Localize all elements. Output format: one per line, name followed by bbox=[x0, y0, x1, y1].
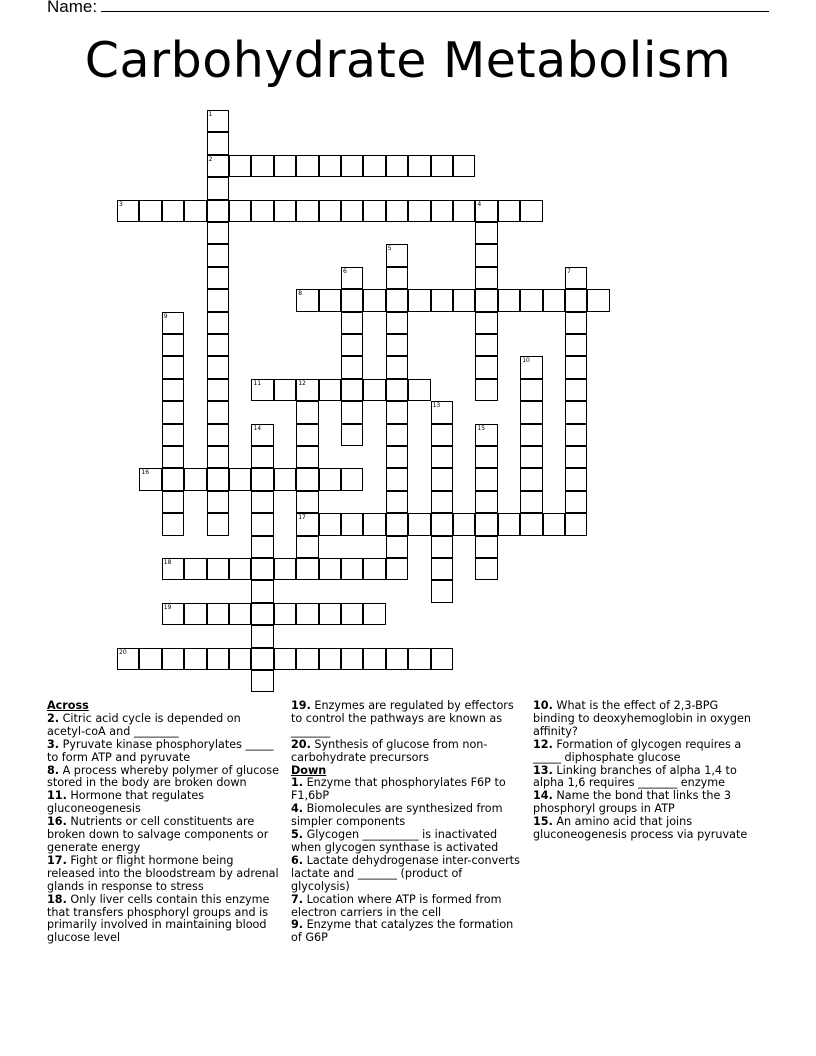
clue-number-label: 17. bbox=[47, 853, 67, 867]
grid-cell[interactable] bbox=[565, 334, 587, 356]
grid-cell[interactable] bbox=[431, 558, 453, 580]
clue-number: 4 bbox=[477, 200, 482, 208]
clue-number: 9 bbox=[163, 312, 168, 320]
grid-cell[interactable] bbox=[520, 424, 542, 446]
grid-cell[interactable] bbox=[408, 289, 430, 311]
grid-cell[interactable] bbox=[251, 603, 273, 625]
clue-column-2 bbox=[291, 700, 521, 945]
grid-cell[interactable] bbox=[520, 379, 542, 401]
grid-cell[interactable] bbox=[475, 200, 497, 222]
grid-cell[interactable] bbox=[431, 155, 453, 177]
grid-cell[interactable] bbox=[117, 648, 139, 670]
grid-cell[interactable] bbox=[274, 155, 296, 177]
clue-number-label: 15. bbox=[533, 815, 553, 829]
grid-cell[interactable] bbox=[162, 334, 184, 356]
grid-cell[interactable] bbox=[475, 536, 497, 558]
across-clue bbox=[291, 700, 521, 739]
clue-number: 11 bbox=[253, 379, 262, 387]
grid-cell[interactable] bbox=[475, 334, 497, 356]
grid-cell[interactable] bbox=[431, 200, 453, 222]
grid-cell[interactable] bbox=[296, 379, 318, 401]
grid-cell[interactable] bbox=[341, 513, 363, 535]
grid-cell[interactable] bbox=[565, 491, 587, 513]
grid-cell[interactable] bbox=[386, 244, 408, 266]
grid-cell[interactable] bbox=[341, 312, 363, 334]
grid-cell[interactable] bbox=[229, 648, 251, 670]
grid-cell[interactable] bbox=[386, 379, 408, 401]
grid-cell[interactable] bbox=[251, 491, 273, 513]
grid-cell[interactable] bbox=[229, 603, 251, 625]
clue-text: Lactate dehydrogenase inter-converts lactate and _______ (product of glycolysis) bbox=[291, 853, 520, 893]
grid-cell[interactable] bbox=[319, 468, 341, 490]
grid-cell[interactable] bbox=[229, 200, 251, 222]
grid-cell[interactable] bbox=[565, 401, 587, 423]
grid-cell[interactable] bbox=[520, 289, 542, 311]
grid-cell[interactable] bbox=[251, 155, 273, 177]
clue-number: 12 bbox=[298, 379, 306, 387]
grid-cell[interactable] bbox=[207, 244, 229, 266]
grid-cell[interactable] bbox=[251, 424, 273, 446]
down-clue bbox=[291, 919, 521, 945]
grid-cell[interactable] bbox=[251, 536, 273, 558]
grid-cell[interactable] bbox=[207, 132, 229, 154]
grid-cell[interactable] bbox=[475, 356, 497, 378]
clue-number: 2 bbox=[208, 155, 213, 163]
clue-text: Linking branches of alpha 1,4 to alpha 1,6 requires _______ enzyme bbox=[533, 763, 737, 790]
grid-cell[interactable] bbox=[363, 155, 385, 177]
grid-cell[interactable] bbox=[386, 312, 408, 334]
grid-cell[interactable] bbox=[296, 558, 318, 580]
clue-text: Citric acid cycle is depended on acetyl-coA and ________ bbox=[47, 711, 241, 738]
grid-cell[interactable] bbox=[475, 222, 497, 244]
clue-number-label: 2. bbox=[47, 711, 60, 725]
grid-cell[interactable] bbox=[475, 244, 497, 266]
down-clue bbox=[533, 765, 763, 791]
grid-cell[interactable] bbox=[386, 289, 408, 311]
grid-cell[interactable] bbox=[162, 603, 184, 625]
grid-cell[interactable] bbox=[184, 468, 206, 490]
clue-number: 16 bbox=[141, 469, 150, 477]
grid-cell[interactable] bbox=[408, 513, 430, 535]
clue-number-label: 1. bbox=[291, 776, 304, 790]
clue-text: Nutrients or cell constituents are broken down to salvage components or generate energy bbox=[47, 815, 269, 854]
grid-cell[interactable] bbox=[207, 334, 229, 356]
grid-cell[interactable] bbox=[296, 491, 318, 513]
grid-cell[interactable] bbox=[162, 558, 184, 580]
grid-cell[interactable] bbox=[162, 379, 184, 401]
clue-number: 14 bbox=[253, 424, 262, 432]
grid-cell[interactable] bbox=[207, 312, 229, 334]
clue-text: Fight or flight hormone being released into the bloodstream by adrenal glands in response to stress bbox=[47, 853, 279, 893]
grid-cell[interactable] bbox=[453, 155, 475, 177]
grid-cell[interactable] bbox=[319, 200, 341, 222]
grid-cell[interactable] bbox=[251, 625, 273, 647]
clue-text: Synthesis of glucose from non-carbohydrate precursors bbox=[291, 737, 488, 764]
grid-cell[interactable] bbox=[386, 267, 408, 289]
grid-cell[interactable] bbox=[296, 536, 318, 558]
clue-number: 10 bbox=[522, 357, 530, 365]
clue-number: 15 bbox=[477, 424, 486, 432]
grid-cell[interactable] bbox=[229, 155, 251, 177]
clue-text: A process whereby polymer of glucose stored in the body are broken down bbox=[47, 763, 279, 790]
grid-cell[interactable] bbox=[475, 289, 497, 311]
grid-cell[interactable] bbox=[162, 446, 184, 468]
grid-cell[interactable] bbox=[520, 513, 542, 535]
grid-cell[interactable] bbox=[162, 513, 184, 535]
grid-cell[interactable] bbox=[207, 446, 229, 468]
grid-cell[interactable] bbox=[296, 513, 318, 535]
grid-cell[interactable] bbox=[207, 379, 229, 401]
grid-cell[interactable] bbox=[139, 648, 161, 670]
grid-cell[interactable] bbox=[251, 670, 273, 692]
grid-cell[interactable] bbox=[274, 603, 296, 625]
clue-number-label: 19. bbox=[291, 699, 311, 712]
grid-cell[interactable] bbox=[251, 558, 273, 580]
clue-number: 13 bbox=[432, 402, 441, 410]
grid-cell[interactable] bbox=[207, 289, 229, 311]
grid-cell[interactable] bbox=[162, 312, 184, 334]
grid-cell[interactable] bbox=[296, 200, 318, 222]
clue-number: 17 bbox=[298, 514, 306, 522]
clue-number-label: 4. bbox=[291, 802, 304, 816]
grid-cell[interactable] bbox=[274, 558, 296, 580]
grid-cell[interactable] bbox=[431, 580, 453, 602]
grid-cell[interactable] bbox=[386, 334, 408, 356]
grid-cell[interactable] bbox=[565, 424, 587, 446]
clue-text: Location where ATP is formed from electron carriers in the cell bbox=[291, 892, 502, 919]
grid-cell[interactable] bbox=[408, 648, 430, 670]
grid-cell[interactable] bbox=[408, 379, 430, 401]
grid-cell[interactable] bbox=[408, 200, 430, 222]
grid-cell[interactable] bbox=[207, 110, 229, 132]
clue-number-label: 6. bbox=[291, 853, 304, 867]
across-clue bbox=[47, 790, 279, 816]
grid-cell[interactable] bbox=[386, 356, 408, 378]
grid-cell[interactable] bbox=[319, 289, 341, 311]
grid-cell[interactable] bbox=[207, 491, 229, 513]
grid-cell[interactable] bbox=[341, 401, 363, 423]
grid-cell[interactable] bbox=[296, 424, 318, 446]
clue-number: 5 bbox=[387, 245, 392, 253]
grid-cell[interactable] bbox=[184, 558, 206, 580]
grid-cell[interactable] bbox=[386, 200, 408, 222]
clue-number-label: 10. bbox=[533, 699, 553, 712]
grid-cell[interactable] bbox=[498, 200, 520, 222]
grid-cell[interactable] bbox=[319, 648, 341, 670]
clue-number-label: 7. bbox=[291, 892, 304, 906]
grid-cell[interactable] bbox=[431, 468, 453, 490]
grid-cell[interactable] bbox=[453, 513, 475, 535]
grid-cell[interactable] bbox=[296, 446, 318, 468]
grid-cell[interactable] bbox=[229, 468, 251, 490]
grid-cell[interactable] bbox=[565, 267, 587, 289]
grid-cell[interactable] bbox=[520, 446, 542, 468]
grid-cell[interactable] bbox=[296, 289, 318, 311]
grid-cell[interactable] bbox=[296, 155, 318, 177]
grid-cell[interactable] bbox=[386, 401, 408, 423]
grid-cell[interactable] bbox=[475, 267, 497, 289]
grid-cell[interactable] bbox=[520, 200, 542, 222]
grid-cell[interactable] bbox=[363, 513, 385, 535]
grid-cell[interactable] bbox=[274, 379, 296, 401]
grid-cell[interactable] bbox=[475, 558, 497, 580]
grid-cell[interactable] bbox=[431, 446, 453, 468]
grid-cell[interactable] bbox=[341, 379, 363, 401]
grid-cell[interactable] bbox=[475, 424, 497, 446]
grid-cell[interactable] bbox=[431, 289, 453, 311]
grid-cell[interactable] bbox=[475, 491, 497, 513]
grid-cell[interactable] bbox=[431, 513, 453, 535]
grid-cell[interactable] bbox=[251, 648, 273, 670]
clue-text: Enzymes are regulated by effectors to control the pathways are known as _______ bbox=[291, 699, 514, 738]
grid-cell[interactable] bbox=[296, 401, 318, 423]
clue-number: 3 bbox=[119, 200, 123, 208]
grid-cell[interactable] bbox=[251, 446, 273, 468]
grid-cell[interactable] bbox=[565, 356, 587, 378]
down-clue bbox=[533, 700, 763, 739]
grid-cell[interactable] bbox=[296, 468, 318, 490]
down-clue bbox=[533, 816, 763, 842]
grid-cell[interactable] bbox=[363, 379, 385, 401]
clue-number: 6 bbox=[343, 267, 347, 275]
grid-cell[interactable] bbox=[520, 491, 542, 513]
grid-cell[interactable] bbox=[565, 468, 587, 490]
grid-cell[interactable] bbox=[341, 558, 363, 580]
across-clue bbox=[47, 816, 279, 855]
clue-number-label: 3. bbox=[47, 737, 60, 751]
grid-cell[interactable] bbox=[386, 491, 408, 513]
page-title: Carbohydrate Metabolism bbox=[84, 32, 732, 89]
grid-cell[interactable] bbox=[431, 491, 453, 513]
grid-cell[interactable] bbox=[341, 334, 363, 356]
grid-cell[interactable] bbox=[162, 468, 184, 490]
grid-cell[interactable] bbox=[408, 155, 430, 177]
grid-cell[interactable] bbox=[341, 603, 363, 625]
clue-number: 7 bbox=[567, 267, 571, 275]
grid-cell[interactable] bbox=[475, 312, 497, 334]
grid-cell[interactable] bbox=[341, 468, 363, 490]
clue-number: 18 bbox=[163, 559, 172, 566]
grid-cell[interactable] bbox=[251, 200, 273, 222]
across-clue bbox=[47, 855, 279, 894]
grid-cell[interactable] bbox=[341, 155, 363, 177]
grid-cell[interactable] bbox=[386, 446, 408, 468]
clue-number: 20 bbox=[119, 648, 127, 656]
down-clue bbox=[291, 777, 521, 803]
grid-cell[interactable] bbox=[207, 155, 229, 177]
clue-text: Hormone that regulates gluconeogenesis bbox=[47, 789, 205, 816]
down-clue bbox=[291, 894, 521, 920]
grid-cell[interactable] bbox=[184, 648, 206, 670]
grid-cell[interactable] bbox=[363, 603, 385, 625]
clue-number-label: 13. bbox=[533, 763, 553, 777]
grid-cell[interactable] bbox=[162, 200, 184, 222]
clue-number-label: 18. bbox=[47, 892, 67, 906]
down-heading: Down bbox=[291, 763, 327, 777]
clue-text: Formation of glycogen requires a _____ diphosphate glucose bbox=[533, 737, 742, 764]
clue-column-1 bbox=[47, 700, 279, 945]
clue-number-label: 8. bbox=[47, 763, 60, 777]
across-clue bbox=[47, 713, 279, 739]
grid-cell[interactable] bbox=[431, 648, 453, 670]
grid-cell[interactable] bbox=[162, 356, 184, 378]
grid-cell[interactable] bbox=[207, 177, 229, 199]
across-clue bbox=[291, 739, 521, 765]
grid-cell[interactable] bbox=[184, 603, 206, 625]
grid-cell[interactable] bbox=[162, 401, 184, 423]
grid-cell[interactable] bbox=[341, 424, 363, 446]
grid-cell[interactable] bbox=[520, 356, 542, 378]
grid-cell[interactable] bbox=[274, 200, 296, 222]
grid-cell[interactable] bbox=[251, 379, 273, 401]
grid-cell[interactable] bbox=[207, 513, 229, 535]
grid-cell[interactable] bbox=[565, 289, 587, 311]
grid-cell[interactable] bbox=[207, 356, 229, 378]
grid-cell[interactable] bbox=[207, 222, 229, 244]
grid-cell[interactable] bbox=[251, 580, 273, 602]
grid-cell[interactable] bbox=[341, 356, 363, 378]
clue-text: Pyruvate kinase phosphorylates _____ to form ATP and pyruvate bbox=[47, 737, 274, 764]
grid-cell[interactable] bbox=[363, 648, 385, 670]
down-clue bbox=[291, 855, 521, 894]
grid-cell[interactable] bbox=[475, 513, 497, 535]
grid-cell[interactable] bbox=[520, 468, 542, 490]
across-clue bbox=[47, 765, 279, 791]
grid-cell[interactable] bbox=[296, 603, 318, 625]
clue-text: Enzyme that catalyzes the formation of G6P bbox=[291, 918, 514, 945]
grid-cell[interactable] bbox=[431, 424, 453, 446]
clue-number-label: 9. bbox=[291, 918, 304, 932]
grid-cell[interactable] bbox=[431, 536, 453, 558]
grid-cell[interactable] bbox=[475, 446, 497, 468]
clue-column-3 bbox=[533, 700, 763, 842]
grid-cell[interactable] bbox=[543, 513, 565, 535]
grid-cell[interactable] bbox=[229, 558, 251, 580]
grid-cell[interactable] bbox=[386, 468, 408, 490]
clue-text: Glycogen __________ is inactivated when glycogen synthase is activated bbox=[291, 828, 499, 854]
clue-text: Only liver cells contain this enzyme that transfers phosphoryl groups and is primarily involved in maintaining blood glucose level bbox=[47, 892, 270, 945]
clue-number-label: 11. bbox=[47, 789, 67, 803]
grid-cell[interactable] bbox=[565, 446, 587, 468]
down-clue bbox=[533, 790, 763, 816]
grid-cell[interactable] bbox=[117, 200, 139, 222]
grid-cell[interactable] bbox=[363, 558, 385, 580]
grid-cell[interactable] bbox=[386, 536, 408, 558]
grid-cell[interactable] bbox=[363, 200, 385, 222]
grid-cell[interactable] bbox=[386, 424, 408, 446]
clue-text: What is the effect of 2,3-BPG binding to deoxyhemoglobin in oxygen affinity? bbox=[533, 699, 751, 738]
grid-cell[interactable] bbox=[565, 379, 587, 401]
grid-cell[interactable] bbox=[207, 558, 229, 580]
grid-cell[interactable] bbox=[207, 267, 229, 289]
clue-number: 1 bbox=[208, 111, 213, 118]
grid-cell[interactable] bbox=[386, 558, 408, 580]
down-clue bbox=[533, 739, 763, 765]
grid-cell[interactable] bbox=[475, 468, 497, 490]
grid-cell[interactable] bbox=[207, 468, 229, 490]
grid-cell[interactable] bbox=[207, 401, 229, 423]
grid-cell[interactable] bbox=[587, 289, 609, 311]
grid-cell[interactable] bbox=[251, 468, 273, 490]
grid-cell[interactable] bbox=[139, 200, 161, 222]
clue-number-label: 16. bbox=[47, 815, 67, 829]
clue-text: Name the bond that links the 3 phosphoryl groups in ATP bbox=[533, 789, 732, 816]
name-label: Name: bbox=[47, 0, 98, 16]
across-clue bbox=[47, 739, 279, 765]
clue-number-label: 14. bbox=[533, 789, 553, 803]
grid-cell[interactable] bbox=[207, 603, 229, 625]
grid-cell[interactable] bbox=[341, 289, 363, 311]
clue-number-label: 12. bbox=[533, 737, 553, 751]
grid-cell[interactable] bbox=[453, 289, 475, 311]
grid-cell[interactable] bbox=[274, 648, 296, 670]
grid-cell[interactable] bbox=[207, 424, 229, 446]
grid-cell[interactable] bbox=[475, 379, 497, 401]
clue-number-label: 5. bbox=[291, 828, 304, 842]
grid-cell[interactable] bbox=[363, 289, 385, 311]
grid-cell[interactable] bbox=[565, 513, 587, 535]
grid-cell[interactable] bbox=[341, 200, 363, 222]
grid-cell[interactable] bbox=[162, 648, 184, 670]
across-clue bbox=[47, 894, 279, 946]
grid-cell[interactable] bbox=[139, 468, 161, 490]
grid-cell[interactable] bbox=[319, 558, 341, 580]
grid-cell[interactable] bbox=[251, 513, 273, 535]
grid-cell[interactable] bbox=[520, 401, 542, 423]
grid-cell[interactable] bbox=[498, 289, 520, 311]
grid-cell[interactable] bbox=[207, 648, 229, 670]
grid-cell[interactable] bbox=[341, 267, 363, 289]
grid-cell[interactable] bbox=[274, 468, 296, 490]
clue-text: An amino acid that joins gluconeogenesis process via pyruvate bbox=[533, 815, 748, 842]
grid-cell[interactable] bbox=[341, 648, 363, 670]
down-clue bbox=[291, 803, 521, 829]
grid-cell[interactable] bbox=[162, 424, 184, 446]
grid-cell[interactable] bbox=[319, 379, 341, 401]
clue-number: 19 bbox=[163, 603, 172, 611]
clue-number-label: 20. bbox=[291, 737, 311, 751]
grid-cell[interactable] bbox=[296, 648, 318, 670]
grid-cell[interactable] bbox=[207, 200, 229, 222]
clue-text: Biomolecules are synthesized from simpler components bbox=[291, 802, 503, 829]
grid-cell[interactable] bbox=[319, 513, 341, 535]
across-heading: Across bbox=[47, 699, 89, 712]
down-clue bbox=[291, 829, 521, 855]
grid-cell[interactable] bbox=[162, 491, 184, 513]
grid-cell[interactable] bbox=[386, 513, 408, 535]
clue-text: Enzyme that phosphorylates F6P to F1,6bP bbox=[291, 776, 506, 803]
grid-cell[interactable] bbox=[498, 513, 520, 535]
clue-number: 8 bbox=[298, 290, 303, 298]
grid-cell[interactable] bbox=[386, 155, 408, 177]
grid-cell[interactable] bbox=[543, 289, 565, 311]
grid-cell[interactable] bbox=[431, 401, 453, 423]
grid-cell[interactable] bbox=[565, 312, 587, 334]
grid-cell[interactable] bbox=[319, 603, 341, 625]
grid-cell[interactable] bbox=[386, 648, 408, 670]
grid-cell[interactable] bbox=[319, 155, 341, 177]
grid-cell[interactable] bbox=[453, 200, 475, 222]
grid-cell[interactable] bbox=[184, 200, 206, 222]
